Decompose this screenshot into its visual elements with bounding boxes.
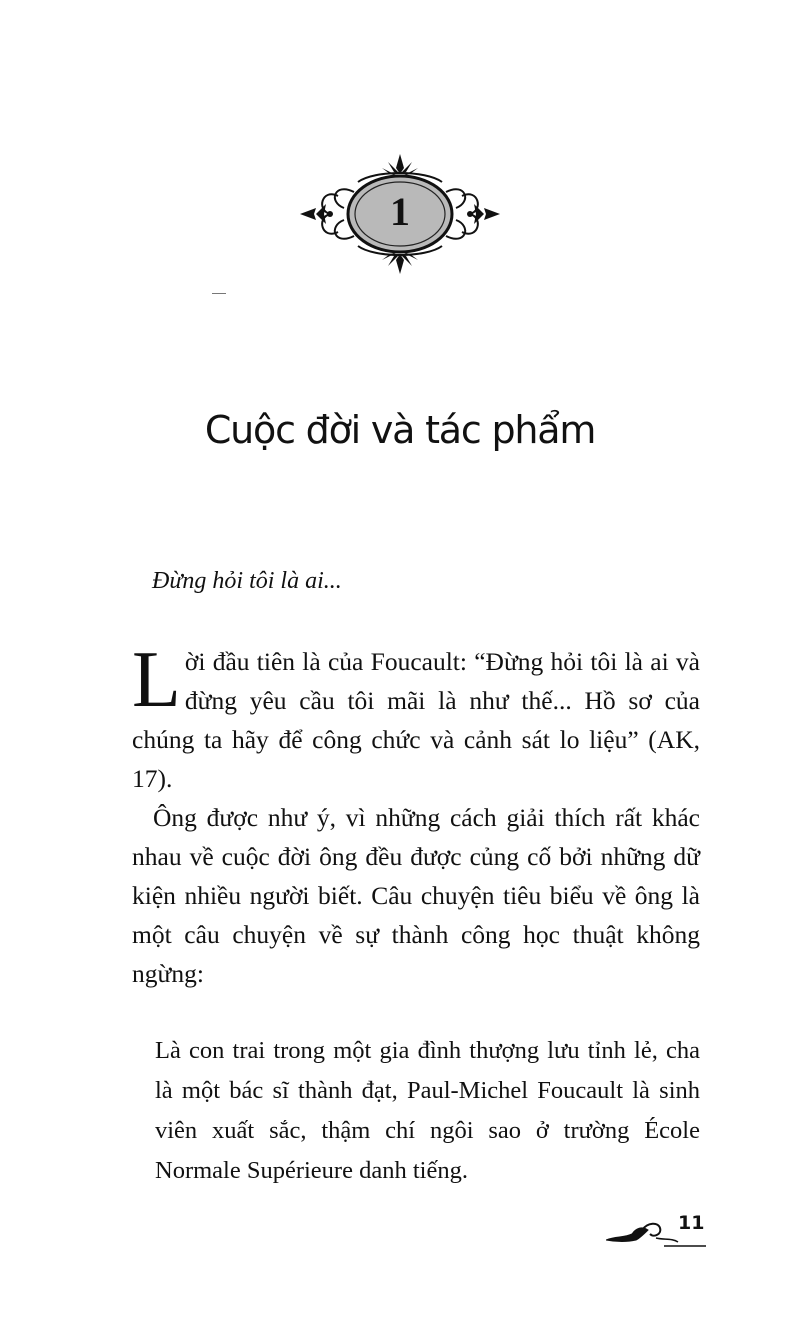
chapter-number: 1 — [390, 189, 410, 234]
paragraph-1 — [132, 636, 700, 798]
chapter-ornament — [294, 152, 506, 276]
drop-cap: L — [132, 636, 181, 724]
paragraph-1-text: ời đầu tiên là của Foucault: “Đừng hỏi tôi là ai và đừng yêu cầu tôi mãi là như thế... Hồ sơ của chúng ta hãy để công chức và cảnh sát lo liệu” (AK, 17). — [132, 647, 700, 793]
block-quote: Là con trai trong một gia đình thượng lưu tỉnh lẻ, cha là một bác sĩ thành đạt, Paul-Michel Foucault là sinh viên xuất sắc, thậm chí ngôi sao ở trường École Normale Supérieure danh tiếng. — [155, 1037, 700, 1184]
epigraph: Đừng hỏi tôi là ai... — [152, 568, 342, 594]
divider-mark — [212, 293, 226, 294]
chapter-title: Cuộc đời và tác phẩm — [204, 408, 596, 452]
paragraph-2: Ông được như ý, vì những cách giải thích rất khác nhau về cuộc đời ông đều được củng cố bởi những dữ kiện nhiều người biết. Câu chuyện tiêu biểu về ông là một câu chuyện về sự thành công học thuật không ngừng: — [132, 803, 700, 988]
page-number: 11 — [678, 1212, 705, 1234]
